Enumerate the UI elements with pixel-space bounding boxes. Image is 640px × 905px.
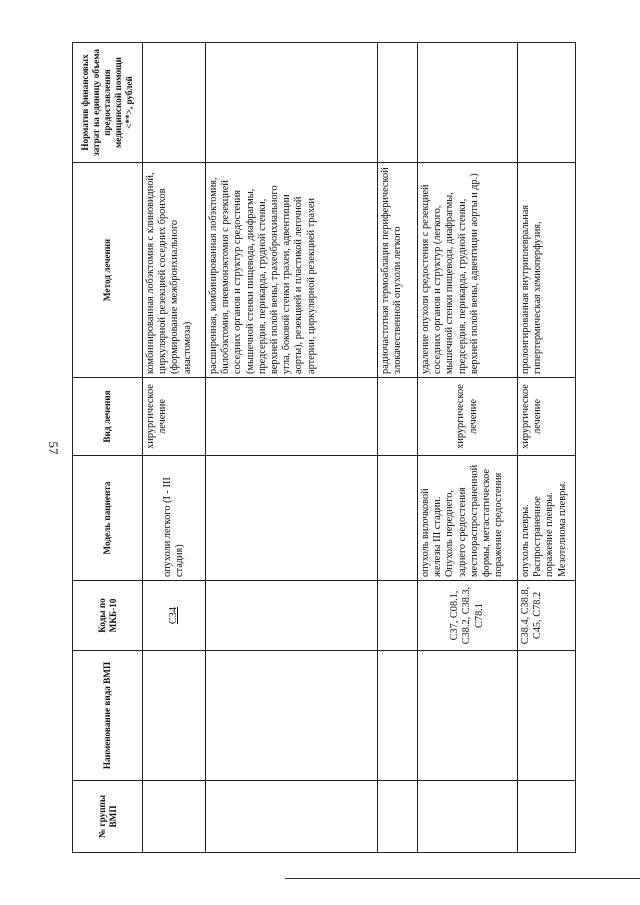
vmp-table xyxy=(72,42,576,853)
header-cost-norm: Норматив финансовых затрат на единицу объема предоставления медицинской помощи <**>, рублей xyxy=(73,43,143,163)
cell-name xyxy=(143,651,206,781)
cell-model xyxy=(378,456,418,581)
table-row xyxy=(206,43,378,853)
cell-norm xyxy=(206,43,378,163)
cell-name xyxy=(206,651,378,781)
cell-norm xyxy=(143,43,206,163)
cell-treatment xyxy=(206,378,378,456)
cell-codes: С34 xyxy=(143,581,206,651)
cell-method: пролонгированная внутриплевральная гипертермическая хемиоперфузия, xyxy=(518,163,576,378)
cell-group xyxy=(518,781,576,853)
cell-model: опухоль вилочковой железы III стадии. Опухоль переднего, заднего средостения местнораспространенной формы, метастатическое поражение средостения xyxy=(418,456,518,581)
cell-group xyxy=(418,781,518,853)
cell-treatment: хирургическое лечение xyxy=(418,378,518,456)
cell-group xyxy=(143,781,206,853)
cell-name xyxy=(418,651,518,781)
header-icd-codes: Коды по МКБ-10 xyxy=(73,581,143,651)
page-number: 57 xyxy=(46,441,61,455)
rotated-page xyxy=(72,43,607,853)
cell-norm xyxy=(418,43,518,163)
cell-treatment: хирургическое лечение xyxy=(143,378,206,456)
cell-method: расширенная, комбинированная лобэктомия, билобэктомия, пневмонэктомия с резекцией соседних органов и структур средостения (мышечной стенки пищевода, диафрагмы, предсердия, перикарда, грудной стенки, верхней полой вены, трахеобронхиального угла, боковой стенки трахеи, адвентиции аорты), резекцией и пластикой легочной артерии, циркулярной резекцией трахеи xyxy=(206,163,378,378)
cell-codes: С37, С08.1, С38.2, С38.3, С78.1 xyxy=(418,581,518,651)
table-row xyxy=(418,43,518,853)
table-row xyxy=(378,43,418,853)
cell-group xyxy=(206,781,378,853)
cell-codes xyxy=(378,581,418,651)
cell-codes: С38.4, С38.8, С45, С78.2 xyxy=(518,581,576,651)
cell-method: радиочастотная термоаблация периферической злокачественной опухоли легкого xyxy=(378,163,418,378)
header-row xyxy=(73,43,143,853)
cell-treatment: хирургическое лечение xyxy=(518,378,576,456)
header-treatment-type: Вид лечения xyxy=(73,378,143,456)
cell-name xyxy=(378,651,418,781)
cell-method: комбинированная лобэктомия с клиновидной, циркулярной резекцией соседних бронхов (формирование межбронхиального анастомоза) xyxy=(143,163,206,378)
table-row xyxy=(143,43,206,853)
cell-norm xyxy=(518,43,576,163)
cell-name xyxy=(518,651,576,781)
header-treatment-method: Метод лечения xyxy=(73,163,143,378)
cell-norm xyxy=(378,43,418,163)
cell-treatment xyxy=(378,378,418,456)
cell-method: удаление опухоли средостения с резекцией соседних органов и структур (легкого, мышечной стенки пищевода, диафрагмы, предсердия, перикарда, грудной стенки, верхней полой вены, адвентиции аорты и др.) xyxy=(418,163,518,378)
table-row xyxy=(518,43,576,853)
header-group-number: № группы ВМП xyxy=(73,781,143,853)
cell-model: опухоли легкого (I - III стадия) xyxy=(143,456,206,581)
header-patient-model: Модель пациента xyxy=(73,456,143,581)
cell-model xyxy=(206,456,378,581)
cell-codes xyxy=(206,581,378,651)
cell-model: опухоль плевры. Распространенное поражение плевры. Мезотелиома плевры. xyxy=(518,456,576,581)
cell-group xyxy=(378,781,418,853)
header-vmp-name: Наименование вида ВМП xyxy=(73,651,143,781)
footer-rule xyxy=(285,878,640,879)
